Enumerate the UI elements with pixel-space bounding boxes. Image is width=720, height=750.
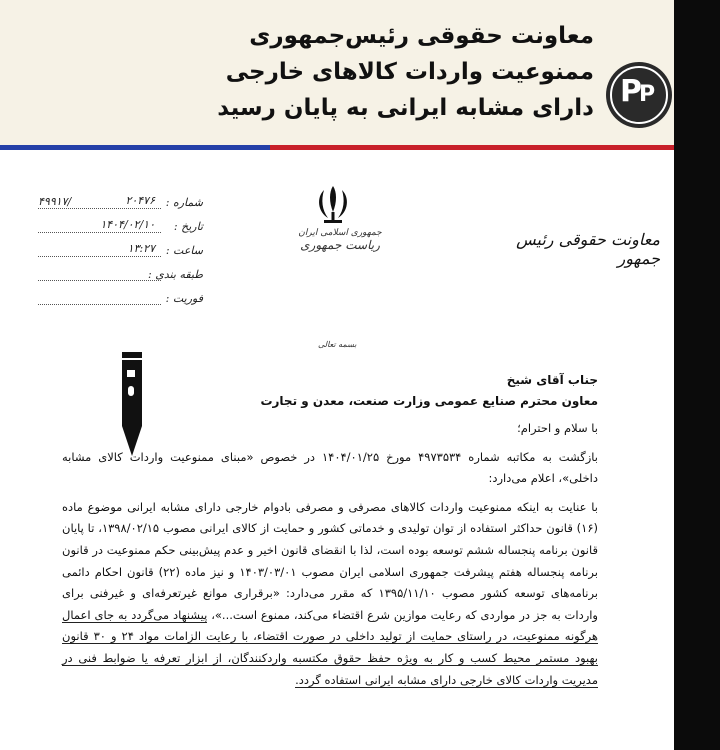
channel-logo	[606, 62, 672, 128]
emblem-caption	[290, 228, 390, 252]
paragraph-1: بازگشت به مکاتبه شماره ۴۹۷۳۵۳۴ مورخ ۱۴۰۴/۰۱/۲۵ در خصوص «مبنای ممنوعیت واردات کالای مشابه داخلی»، اعلام می‌دارد:	[62, 449, 598, 486]
logo-letter-2: P	[639, 82, 656, 107]
letter-meta	[38, 192, 203, 312]
registry-number: ۴۹۹۱۷/	[38, 195, 72, 208]
meta-date-row	[38, 216, 203, 240]
meta-time-row	[38, 240, 203, 264]
meta-priority-label: فوریت :	[165, 292, 203, 305]
paragraph-2-underlined-text: پیشنهاد می‌گردد به جای اعمال هرگونه ممنوعیت، در راستای حمایت از تولید داخلی در صورت اقتضاء، با رعایت الزامات مواد ۲۴ و ۳۰ قانون بهبود مستمر محیط کسب و کار به ویژه حفظ حقوق مکتسبه واردکنندگان، از ابزار تعرفه یا ضوابط فنی در مدیریت واردات کالای خارجی دارای مشابه ایرانی استفاده گردد.	[62, 607, 598, 687]
meta-number-row	[38, 192, 203, 216]
emblem-caption-line-1: جمهوری اسلامی ایران	[298, 228, 382, 238]
meta-dots	[38, 232, 161, 233]
meta-dots	[38, 256, 161, 257]
paragraph-2	[62, 497, 598, 691]
paragraph-2-text: با عنایت به اینکه ممنوعیت واردات کالاهای مصرفی و مصرفی بادوام خارجی دارای مشابه ایرانی موضوع ماده (۱۶) قانون حداکثر استفاده از توان تولیدی و خدماتی کشور و حمایت از کالای ایرانی مصوب ۱۳۹۸/۰۲/۱۵، تا پایان قانون برنامه پنجساله ششم توسعه بوده است، لذا با انقضای قانون اخیر و عدم پیش‌بینی حکم ممنوعیت در قانون برنامه پنجساله هفتم پیشرفت جمهوری اسلامی ایران مصوب ۱۴۰۳/۰۳/۰۱ و نیز ماده (۲۲) قانون احکام دائمی برنامه‌های توسعه کشور مصوب ۱۳۹۵/۱۱/۱۰ که مقرر می‌دارد: «برقراری موانع غیرتعرفه‌ای و غیرفنی برای واردات به جز در مواردی که رعایت موازین شرع اقتضاء می‌کند، ممنوع است...»،	[62, 499, 598, 622]
headline-line-1: معاونت حقوقی رئیس‌جمهوری	[249, 23, 594, 49]
meta-dots	[38, 304, 161, 305]
headline-line-2: ممنوعیت واردات کالاهای خارجی	[225, 59, 594, 85]
meta-time-value: ۱۳:۲۷	[127, 242, 155, 255]
official-letter	[0, 150, 674, 750]
meta-priority-row	[38, 288, 203, 312]
meta-date-value: ۱۴۰۴/۰۲/۱۰	[100, 218, 155, 231]
recipient-title: معاون محترم صنایع عمومی وزارت صنعت، معدن و تجارت	[260, 394, 598, 408]
meta-date-label: تاریخ :	[173, 220, 203, 233]
recipient	[250, 370, 598, 412]
meta-dots	[38, 280, 161, 281]
headline-line-3: دارای مشابه ایرانی به پایان رسید	[217, 95, 594, 121]
headline	[34, 18, 594, 126]
letter-body	[62, 418, 598, 698]
meta-dots	[38, 208, 161, 209]
meta-classification-row	[38, 264, 203, 288]
meta-number-label: شماره :	[165, 196, 203, 209]
iran-emblem-icon	[310, 182, 356, 226]
office-name: معاونت حقوقی رئیس جمهور	[516, 230, 660, 268]
news-header	[0, 0, 674, 145]
greeting: با سلام و احترام؛	[517, 421, 598, 435]
right-side-strip	[674, 0, 720, 750]
meta-number-value: ۲۰۴۷۶	[125, 194, 155, 207]
emblem-caption-line-2: ریاست جمهوری	[300, 238, 380, 252]
meta-classification-label: طبقه بندی :	[148, 268, 203, 281]
logo-letter-1: P	[620, 74, 642, 109]
meta-time-label: ساعت :	[165, 244, 203, 257]
recipient-name: جناب آقای شیخ	[506, 373, 598, 387]
basmala: بسمه تعالی	[318, 340, 357, 349]
